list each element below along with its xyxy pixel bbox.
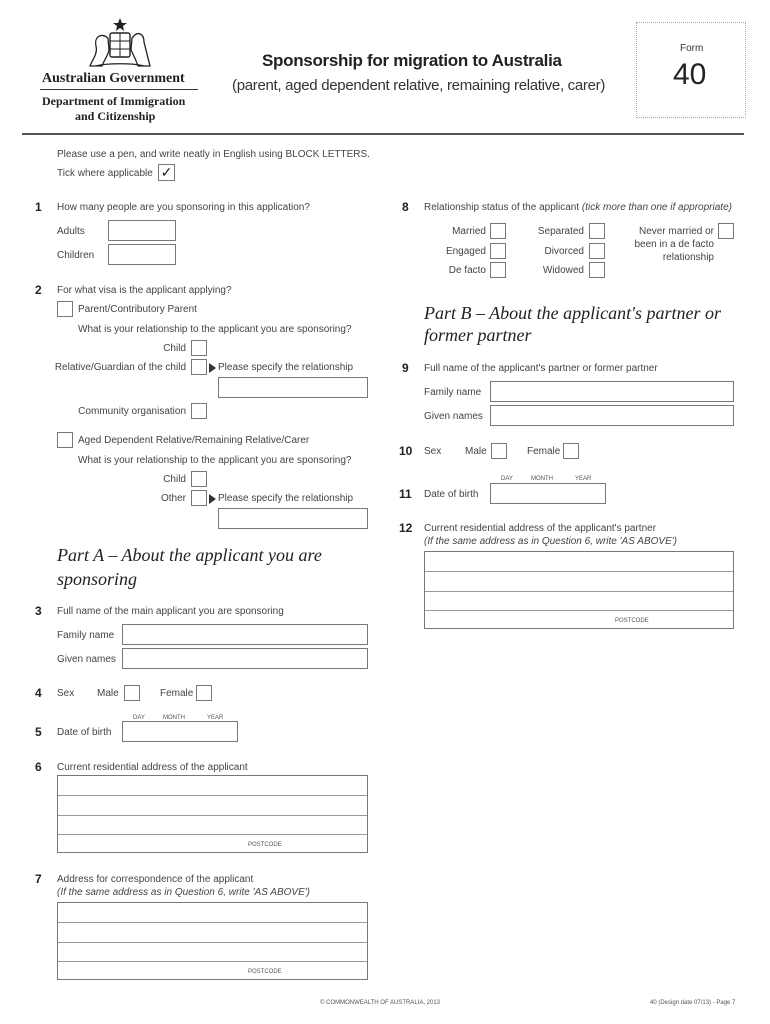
q8-separated-checkbox[interactable] — [589, 223, 605, 239]
q10-male-checkbox[interactable] — [491, 443, 507, 459]
q2-aged-label: Aged Dependent Relative/Remaining Relative/Carer — [78, 435, 310, 446]
q2-parent-checkbox[interactable] — [57, 301, 73, 317]
q2-number: 2 — [35, 283, 42, 297]
q2-question: For what visa is the applicant applying? — [57, 285, 232, 296]
dept-line-1: Department of Immigration — [42, 94, 186, 108]
q5-dob-label: Date of birth — [57, 727, 112, 738]
arrow-right-icon — [209, 363, 216, 373]
q2-child-checkbox-2[interactable] — [191, 471, 207, 487]
q12-postcode-label: POSTCODE — [615, 618, 649, 624]
q3-family-label: Family name — [57, 630, 115, 641]
q10-female-label: Female — [527, 446, 561, 457]
q11-dob-input[interactable] — [490, 483, 606, 504]
q5-dob-input[interactable] — [122, 721, 238, 742]
footer-page-number: 40 (Design date 07/13) - Page 7 — [650, 1000, 736, 1006]
q12-question: Current residential address of the applicant's partner — [424, 523, 657, 534]
q1-children-label: Children — [57, 250, 95, 261]
q2-guardian-checkbox[interactable] — [191, 359, 207, 375]
part-b-heading-line-1: Part B – About the applicant's partner or — [424, 303, 722, 323]
q8-defacto-checkbox[interactable] — [490, 262, 506, 278]
q12-number: 12 — [399, 521, 413, 535]
q2-specify-input-2[interactable] — [218, 508, 368, 529]
q2-other-checkbox[interactable] — [191, 490, 207, 506]
header-rule — [22, 133, 744, 135]
q4-female-checkbox[interactable] — [196, 685, 212, 701]
q2-specify-input[interactable] — [218, 377, 368, 398]
intro-line-2: Tick where applicable — [57, 168, 153, 179]
q3-question: Full name of the main applicant you are sponsoring — [57, 606, 284, 617]
q11-dob-label: Date of birth — [424, 489, 479, 500]
q12-note: (If the same address as in Question 6, write 'AS ABOVE') — [424, 536, 677, 547]
coat-of-arms-icon — [82, 16, 158, 72]
form-number: 40 — [673, 58, 707, 91]
q1-adults-input[interactable] — [108, 220, 176, 241]
q8-question-note: (tick more than one if appropriate) — [581, 202, 732, 213]
q8-widowed-label: Widowed — [542, 265, 584, 276]
q8-never-line-3: relationship — [662, 252, 714, 263]
q8-engaged-label: Engaged — [445, 246, 486, 257]
part-a-heading-line-1: Part A – About the applicant you are — [57, 545, 322, 565]
q2-community-checkbox[interactable] — [191, 403, 207, 419]
q8-divorced-checkbox[interactable] — [589, 243, 605, 259]
q7-question: Address for correspondence of the applicant — [57, 874, 254, 885]
q2-child-label: Child — [163, 343, 186, 354]
q5-month-label: MONTH — [163, 715, 185, 721]
q9-family-input[interactable] — [490, 381, 734, 402]
q4-male-checkbox[interactable] — [124, 685, 140, 701]
q8-never-checkbox[interactable] — [718, 223, 734, 239]
q1-children-input[interactable] — [108, 244, 176, 265]
q8-never-line-1: Never married or — [638, 226, 714, 237]
q7-postcode-label: POSTCODE — [248, 969, 282, 975]
gov-name: Australian Government — [42, 71, 185, 86]
q9-given-input[interactable] — [490, 405, 734, 426]
q2-parent-label: Parent/Contributory Parent — [78, 304, 197, 315]
q10-sex-label: Sex — [424, 446, 442, 457]
form-label: Form — [680, 43, 704, 54]
q1-number: 1 — [35, 200, 42, 214]
q8-married-label: Married — [452, 226, 486, 237]
q4-male-label: Male — [97, 688, 119, 699]
q5-year-label: YEAR — [207, 715, 224, 721]
tick-example-checkbox: ✓ — [158, 164, 175, 181]
q9-number: 9 — [402, 361, 409, 375]
q6-question: Current residential address of the applicant — [57, 762, 248, 773]
arrow-right-icon — [209, 494, 216, 504]
q10-male-label: Male — [465, 446, 487, 457]
q8-married-checkbox[interactable] — [490, 223, 506, 239]
q6-postcode-label: POSTCODE — [248, 842, 282, 848]
q1-question: How many people are you sponsoring in this application? — [57, 202, 310, 213]
q11-year-label: YEAR — [575, 476, 592, 482]
q8-number: 8 — [402, 200, 409, 214]
form-subtitle: (parent, aged dependent relative, remaining relative, carer) — [232, 77, 606, 94]
intro-line-1: Please use a pen, and write neatly in English using BLOCK LETTERS. — [57, 149, 370, 160]
dept-line-2: and Citizenship — [75, 109, 156, 123]
q6-number: 6 — [35, 760, 42, 774]
q10-number: 10 — [399, 444, 413, 458]
dept-divider — [40, 89, 198, 90]
q11-day-label: DAY — [501, 476, 513, 482]
q3-given-input[interactable] — [122, 648, 368, 669]
q8-question-text: Relationship status of the applicant — [424, 202, 580, 213]
q2-other-label: Other — [160, 493, 186, 504]
q2-specify-label-2: Please specify the relationship — [218, 493, 354, 504]
q5-number: 5 — [35, 725, 42, 739]
q9-given-label: Given names — [424, 411, 483, 422]
q2-specify-label: Please specify the relationship — [218, 362, 354, 373]
q8-separated-label: Separated — [537, 226, 584, 237]
form-title: Sponsorship for migration to Australia — [262, 51, 562, 70]
q2-relationship-question-2: What is your relationship to the applicant you are sponsoring? — [78, 455, 352, 466]
footer-copyright: © COMMONWEALTH OF AUSTRALIA, 2013 — [320, 1000, 440, 1006]
q2-aged-checkbox[interactable] — [57, 432, 73, 448]
q7-number: 7 — [35, 872, 42, 886]
q2-child-checkbox[interactable] — [191, 340, 207, 356]
q11-month-label: MONTH — [531, 476, 553, 482]
q2-community-label: Community organisation — [78, 406, 186, 417]
q8-engaged-checkbox[interactable] — [490, 243, 506, 259]
q4-sex-label: Sex — [57, 688, 75, 699]
q6-address-box[interactable] — [57, 775, 368, 853]
q8-defacto-label: De facto — [448, 265, 486, 276]
q8-question — [424, 202, 732, 214]
q12-address-box[interactable] — [424, 551, 734, 629]
q5-day-label: DAY — [133, 715, 145, 721]
q3-family-input[interactable] — [122, 624, 368, 645]
q8-never-line-2: been in a de facto — [634, 239, 714, 250]
q9-question: Full name of the applicant's partner or former partner — [424, 363, 658, 374]
q1-adults-label: Adults — [57, 226, 85, 237]
q4-number: 4 — [35, 686, 42, 700]
q2-guardian-label: Relative/Guardian of the child — [54, 362, 186, 373]
q2-child-label-2: Child — [163, 474, 186, 485]
q11-number: 11 — [399, 487, 412, 501]
part-b-heading-line-2: former partner — [424, 325, 532, 345]
q3-given-label: Given names — [57, 654, 116, 665]
q9-family-label: Family name — [424, 387, 482, 398]
q8-widowed-checkbox[interactable] — [589, 262, 605, 278]
q4-female-label: Female — [160, 688, 194, 699]
q2-relationship-question: What is your relationship to the applicant you are sponsoring? — [78, 324, 352, 335]
q10-female-checkbox[interactable] — [563, 443, 579, 459]
part-a-heading-line-2: sponsoring — [57, 569, 138, 589]
q7-address-box[interactable] — [57, 902, 368, 980]
q3-number: 3 — [35, 604, 42, 618]
q7-note: (If the same address as in Question 6, write 'AS ABOVE') — [57, 887, 310, 898]
q8-divorced-label: Divorced — [544, 246, 584, 257]
